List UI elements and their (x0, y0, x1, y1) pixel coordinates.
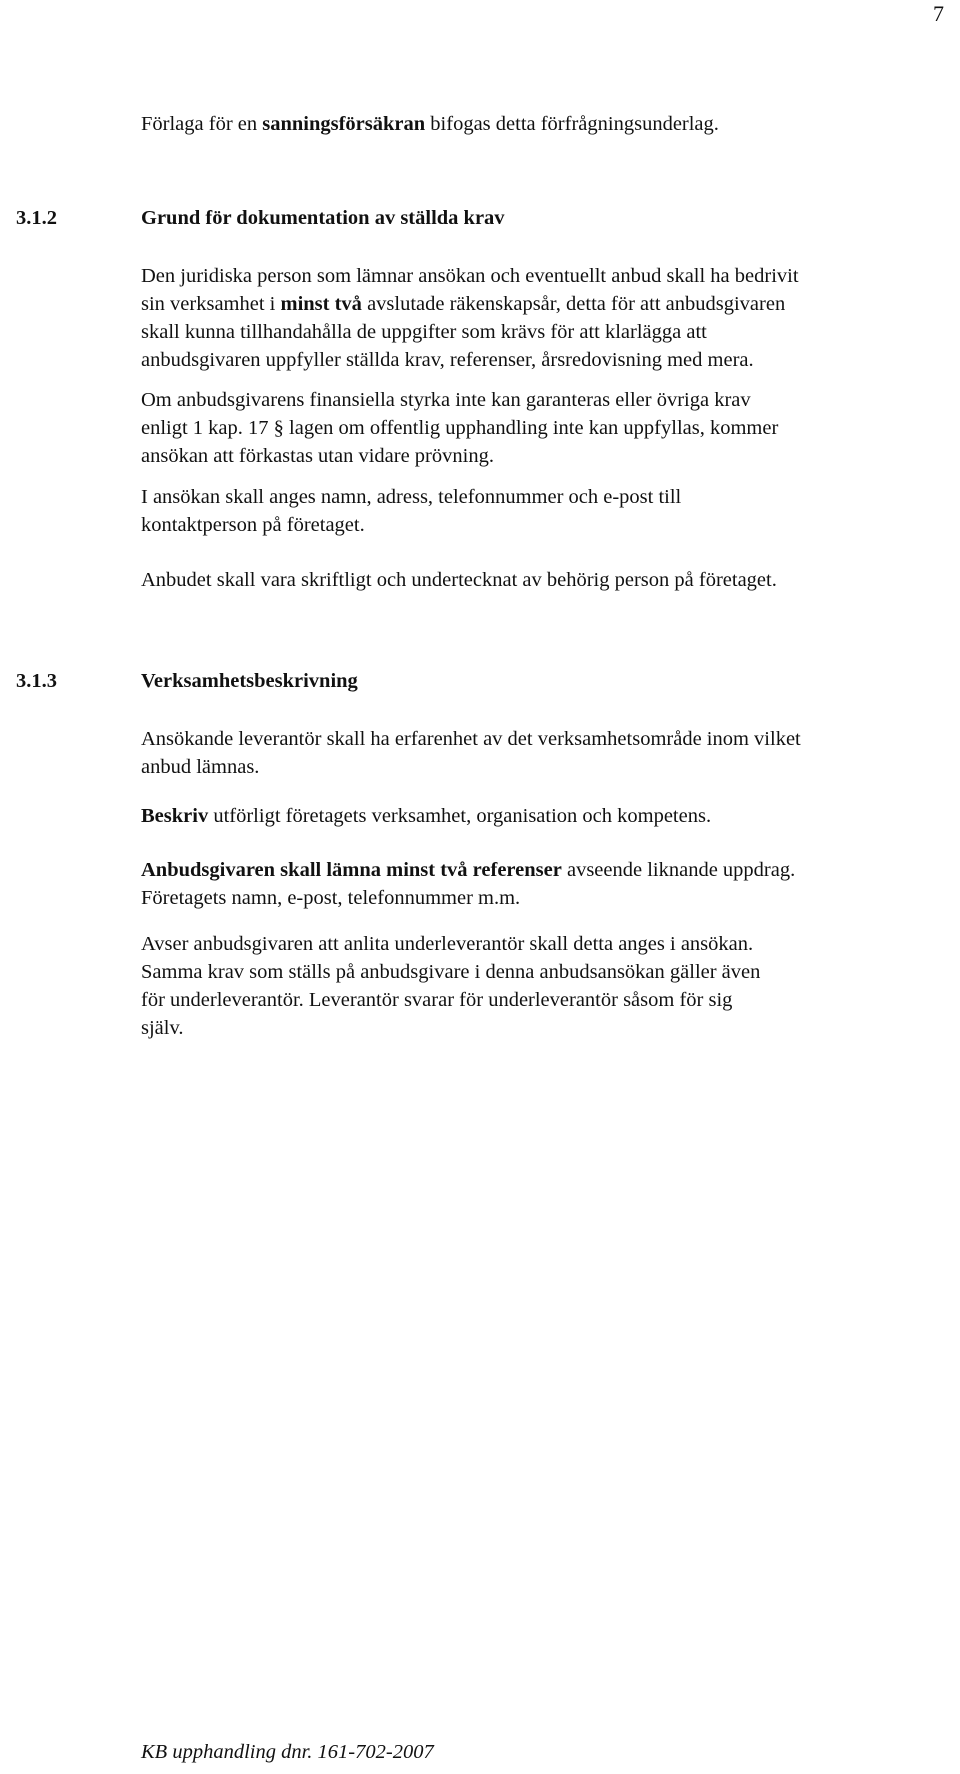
page-number: 7 (933, 1, 944, 26)
section-number: 3.1.3 (16, 670, 57, 692)
intro-paragraph: Förlaga för en sanningsförsäkran bifogas detta förfrågningsunderlag. (141, 113, 719, 135)
paragraph-financial-strength: Om anbudsgivarens finansiella styrka inte kan garanteras eller övriga krav enligt 1 kap. 17 § lagen om offentlig upphandling inte kan uppfyllas, kommer ansökan att förkastas utan vidare prövning. (141, 389, 779, 467)
paragraph-experience: Ansökande leverantör skall ha erfarenhet av det verksamhetsområde inom vilket anbud lämnas. (141, 728, 801, 778)
paragraph-legal-entity: Den juridiska person som lämnar ansökan och eventuellt anbud skall ha bedrivit sin verksamhet i minst två avslutade räkenskapsår, detta för att anbudsgivaren skall kunna tillhandahålla de uppgifter som krävs för att klarlägga att anbudsgivaren uppfyller ställda krav, referenser, årsredovisning med mera. (141, 265, 799, 371)
section-number: 3.1.2 (16, 207, 57, 229)
paragraph-signed-offer: Anbudet skall vara skriftligt och undertecknat av behörig person på företaget. (141, 569, 777, 591)
paragraph-references: Anbudsgivaren skall lämna minst två referenser avseende liknande uppdrag. Företagets namn, e-post, telefonnummer m.m. (141, 859, 796, 909)
paragraph-describe: Beskriv utförligt företagets verksamhet, organisation och kompetens. (141, 805, 712, 827)
section-title: Verksamhetsbeskrivning (141, 670, 358, 692)
paragraph-subcontractor: Avser anbudsgivaren att anlita underleverantör skall detta anges i ansökan. Samma krav som ställs på anbudsgivare i denna anbudsansökan gäller även för underleverantör. Leverantör svarar för underleverantör såsom för sig själv. (141, 933, 761, 1039)
section-heading-3-1-3 (0, 667, 960, 697)
section-heading-3-1-2 (0, 204, 960, 234)
paragraph-contact-info: I ansökan skall anges namn, adress, telefonnummer och e-post till kontaktperson på företaget. (141, 486, 682, 536)
footer-reference: KB upphandling dnr. 161-702-2007 (141, 1741, 434, 1763)
section-title: Grund för dokumentation av ställda krav (141, 207, 505, 229)
